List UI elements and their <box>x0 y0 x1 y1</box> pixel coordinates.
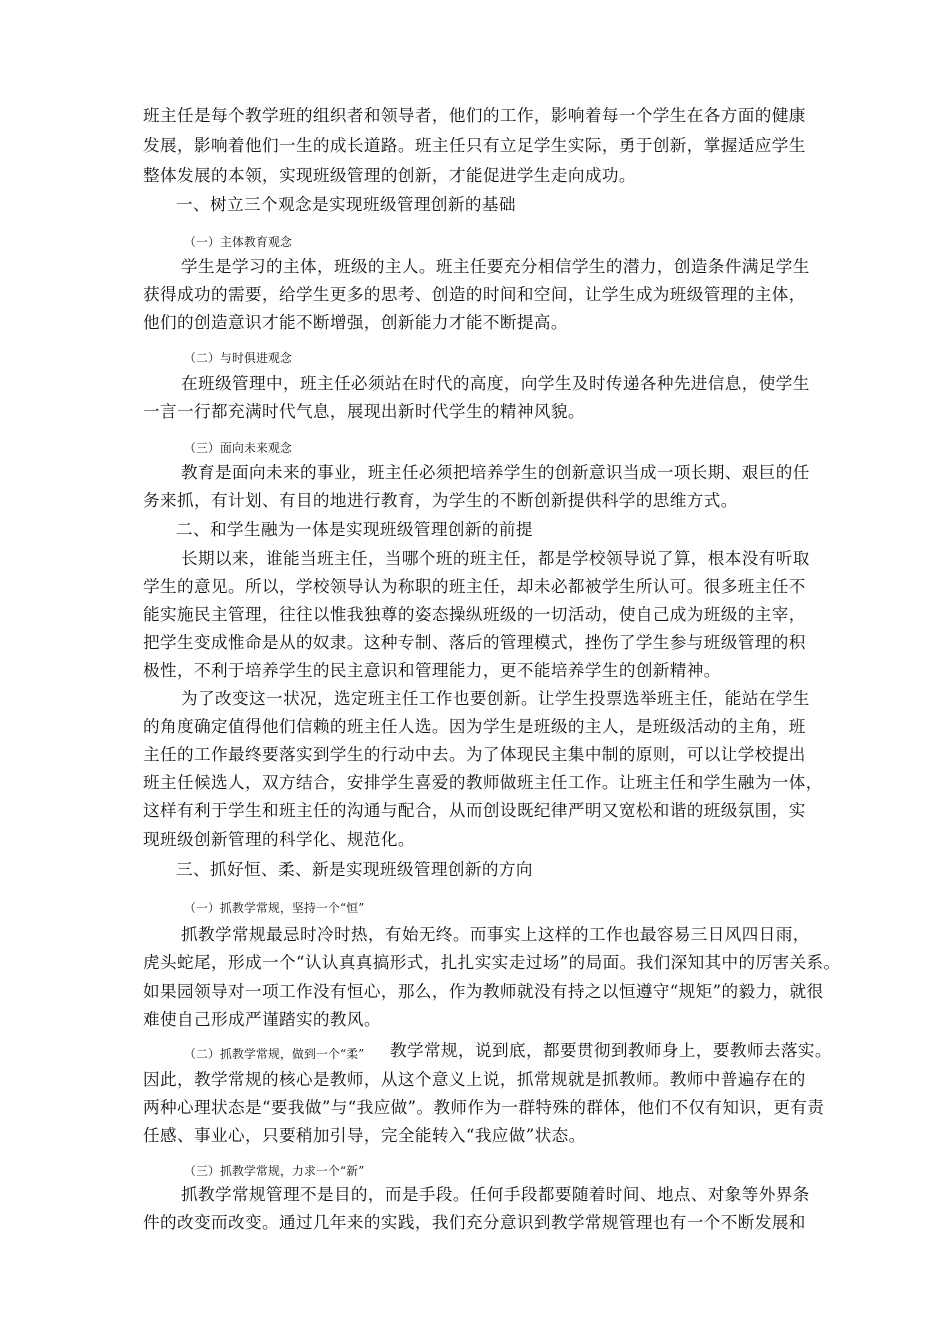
sub4-line-1: 抓教学常规最忌时冷时热，有始无终。而事实上这样的工作也最容易三日风四日雨， <box>181 925 810 944</box>
intro-line-3: 整体发展的本领，实现班级管理的创新，才能促进学生走向成功。 <box>143 166 636 185</box>
sub6-line-2: 件的改变而改变。通过几年来的实践，我们充分意识到教学常规管理也有一个不断发展和 <box>143 1213 806 1232</box>
subsection-heading-4: （一）抓教学常规，坚持一个“恒” <box>184 901 365 915</box>
sec2-p1-line-5: 极性，不利于培养学生的民主意识和管理能力，更不能培养学生的创新精神。 <box>143 661 721 680</box>
sec2-p2-line-6: 现班级创新管理的科学化、规范化。 <box>143 830 415 849</box>
subsection-heading-1: （一）主体教育观念 <box>184 235 292 249</box>
sec2-p1-line-2: 学生的意见。所以，学校领导认为称职的班主任，却未必都被学生所认可。很多班主任不 <box>143 577 806 596</box>
sec2-p1-line-4: 把学生变成惟命是从的奴隶。这种专制、落后的管理模式，挫伤了学生参与班级管理的积 <box>143 633 806 652</box>
sub5-line-3: 任感、事业心，只要稍加引导，完全能转入“我应做”状态。 <box>143 1126 586 1145</box>
intro-line-2: 发展，影响着他们一生的成长道路。班主任只有立足学生实际，勇于创新，掌握适应学生 <box>143 136 806 155</box>
sub1-line-2: 获得成功的需要，给学生更多的思考、创造的时间和空间，让学生成为班级管理的主体， <box>143 285 806 304</box>
sub2-line-1: 在班级管理中，班主任必须站在时代的高度，向学生及时传递各种先进信息，使学生 <box>181 374 810 393</box>
sub4-line-3: 如果园领导对一项工作没有恒心，那么，作为教师就没有持之以恒遵守“规矩”的毅力，就很 <box>143 982 824 1001</box>
sec2-p2-line-3: 主任的工作最终要落实到学生的行动中去。为了体现民主集中制的原则，可以让学校提出 <box>143 745 806 764</box>
sub1-line-1: 学生是学习的主体，班级的主人。班主任要充分相信学生的潜力，创造条件满足学生 <box>181 257 810 276</box>
section-heading-1: 一、树立三个观念是实现班级管理创新的基础 <box>176 195 516 214</box>
sub3-line-2: 务来抓，有计划、有目的地进行教育，为学生的不断创新提供科学的思维方式。 <box>143 491 738 510</box>
sec2-p2-line-1: 为了改变这一状况，选定班主任工作也要创新。让学生投票选举班主任，能站在学生 <box>181 689 810 708</box>
sub5-line-2: 两种心理状态是“要我做”与“我应做”。教师作为一群特殊的群体，他们不仅有知识，更有责 <box>143 1098 825 1117</box>
subsection-heading-2: （二）与时俱进观念 <box>184 351 292 365</box>
sec2-p2-line-2: 的角度确定值得他们信赖的班主任人选。因为学生是班级的主人，是班级活动的主角，班 <box>143 717 806 736</box>
sub6-line-1: 抓教学常规管理不是目的，而是手段。任何手段都要随着时间、地点、对象等外界条 <box>181 1185 810 1204</box>
sub4-line-4: 难使自己形成严谨踏实的教风。 <box>143 1010 381 1029</box>
subsection-heading-5: （二）抓教学常规，做到一个“柔” <box>184 1047 365 1061</box>
sub5-line-1: 因此，教学常规的核心是教师，从这个意义上说，抓常规就是抓教师。教师中普遍存在的 <box>143 1070 806 1089</box>
sec2-p2-line-4: 班主任候选人，双方结合，安排学生喜爱的教师做班主任工作。让班主任和学生融为一体， <box>143 773 823 792</box>
sub4-line-2: 虎头蛇尾，形成一个“认认真真搞形式，扎扎实实走过场”的局面。我们深知其中的厉害关系。 <box>143 953 841 972</box>
sub2-line-2: 一言一行都充满时代气息，展现出新时代学生的精神风貌。 <box>143 402 585 421</box>
sub1-line-3: 他们的创造意识才能不断增强，创新能力才能不断提高。 <box>143 313 568 332</box>
sec2-p2-line-5: 这样有利于学生和班主任的沟通与配合，从而创设既纪律严明又宽松和谐的班级氛围，实 <box>143 801 806 820</box>
sub3-line-1: 教育是面向未来的事业，班主任必须把培养学生的创新意识当成一项长期、艰巨的任 <box>181 463 810 482</box>
section-heading-3: 三、抓好恒、柔、新是实现班级管理创新的方向 <box>176 860 533 879</box>
section-heading-2: 二、和学生融为一体是实现班级管理创新的前提 <box>176 520 533 539</box>
intro-line-1: 班主任是每个教学班的组织者和领导者，他们的工作，影响着每一个学生在各方面的健康 <box>143 106 806 125</box>
sec2-p1-line-1: 长期以来，谁能当班主任，当哪个班的班主任，都是学校领导说了算，根本没有听取 <box>181 549 810 568</box>
sub5-inline-text: 教学常规，说到底，都要贯彻到教师身上，要教师去落实。 <box>390 1041 832 1060</box>
sec2-p1-line-3: 能实施民主管理，往往以惟我独尊的姿态操纵班级的一切活动，使自己成为班级的主宰， <box>143 605 806 624</box>
subsection-heading-6: （三）抓教学常规，力求一个“新” <box>184 1164 365 1178</box>
subsection-heading-3: （三）面向未来观念 <box>184 441 292 455</box>
